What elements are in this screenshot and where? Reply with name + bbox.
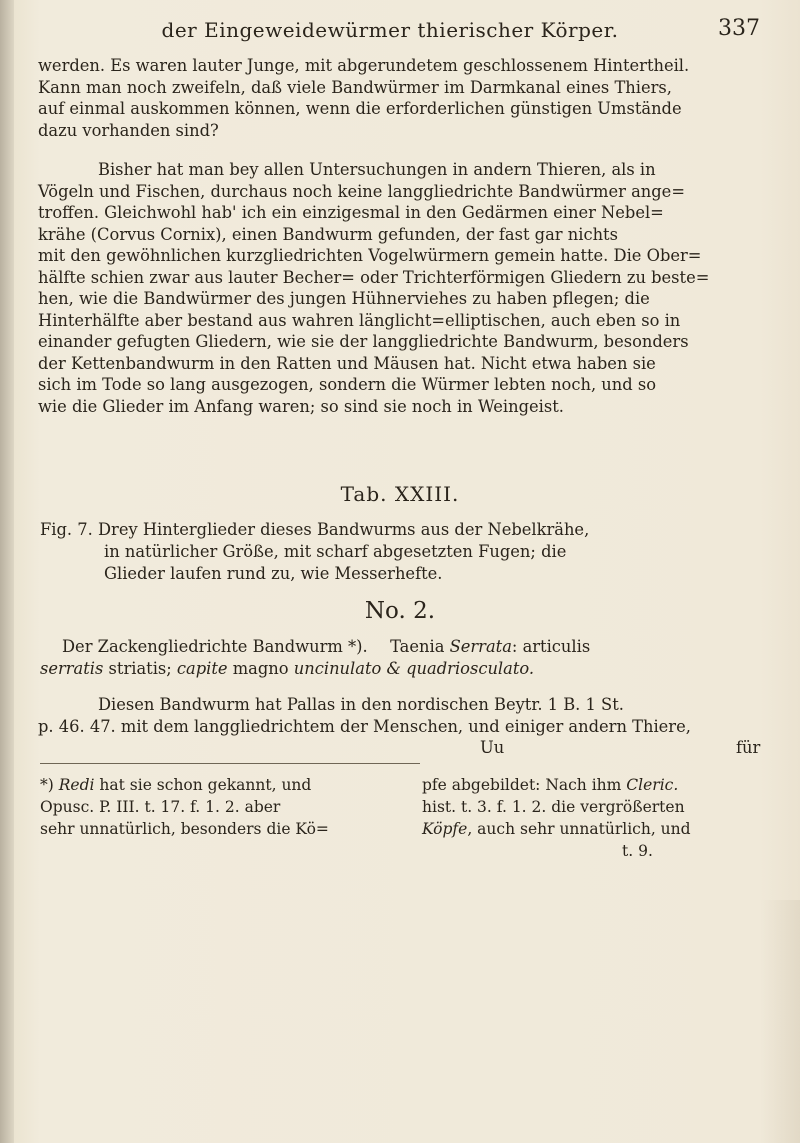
- figure-line: Glieder laufen rund zu, wie Messerhefte.: [104, 564, 443, 583]
- species-latin-genus: Taenia: [390, 637, 445, 656]
- species-latin-text: uncinulato & quadriosculato.: [288, 659, 535, 678]
- species-latin-text: serratis: [40, 659, 104, 678]
- footnote-line: t. 9.: [622, 842, 653, 860]
- text-line: einander gefugten Gliedern, wie sie der langgliedrichte Bandwurm, besonders: [38, 332, 689, 351]
- text-line: hälfte schien zwar aus lauter Becher= oder Trichterförmigen Gliedern zu beste=: [38, 267, 710, 287]
- paragraph-2: [38, 159, 752, 417]
- footnote-marker: *): [40, 776, 54, 794]
- text-line: krähe (Corvus Cornix), einen Bandwurm gefunden, der fast gar nichts: [38, 224, 618, 244]
- footnote-text: pfe abgebildet: Nach ihm: [422, 776, 627, 794]
- section-number-heading: No. 2.: [364, 598, 436, 624]
- text-line: mit den gewöhnlichen kurzgliedrichten Vogelwürmern gemein hatte. Die Ober=: [38, 246, 702, 265]
- species-latin-text: magno: [227, 659, 289, 678]
- footnote-line: sehr unnatürlich, besonders die Kö=: [40, 820, 329, 838]
- footnote-text: Köpfe: [422, 820, 468, 838]
- page-header: [80, 14, 760, 44]
- species-latin-text: capite: [171, 659, 228, 678]
- species-german-name: Der Zackengliedrichte Bandwurm *).: [62, 637, 368, 656]
- figure-line: in natürlicher Größe, mit scharf abgesetzten Fugen; die: [104, 542, 567, 561]
- text-line: Kann man noch zweifeln, daß viele Bandwürmer im Darmkanal eines Thiers,: [38, 77, 672, 97]
- species-latin-epithet: Serrata: [449, 637, 512, 656]
- signature-mark: Uu: [480, 738, 505, 757]
- figure-caption: [40, 519, 740, 585]
- running-head: der Eingeweidewürmer thierischer Körper.: [161, 18, 619, 42]
- text-line: Bisher hat man bey allen Untersuchungen in andern Thieren, als in: [98, 160, 656, 179]
- footnote-line: hist. t. 3. f. 1. 2. die vergrößerten: [422, 798, 685, 816]
- footnote-left-column: [40, 774, 360, 840]
- figure-line: Fig. 7. Drey Hinterglieder dieses Bandwurms aus der Nebelkrähe,: [40, 520, 590, 539]
- paragraph-1: [38, 55, 752, 141]
- species-latin-text: : articulis: [511, 637, 591, 656]
- footnote-line: [422, 774, 762, 796]
- footnote-text: hat sie schon gekannt, und: [94, 776, 312, 794]
- footnote-rule: [40, 763, 420, 764]
- text-line: p. 46. 47. mit dem langgliedrichtem der Menschen, und einiger andern Thiere,: [38, 717, 691, 736]
- footnote-author: Cleric.: [626, 776, 679, 794]
- text-line: dazu vorhanden sind?: [38, 120, 219, 140]
- paragraph-3: [38, 694, 752, 738]
- page-number: 337: [718, 16, 760, 41]
- text-line: werden. Es waren lauter Junge, mit abgerundetem geschlossenem Hintertheil.: [38, 56, 690, 75]
- species-latin-text: striatis;: [103, 659, 172, 678]
- text-line: wie die Glieder im Anfang waren; so sind sie noch in Weingeist.: [38, 396, 564, 416]
- text-line: troffen. Gleichwohl hab' ich ein einzigesmal in den Gedärmen einer Nebel=: [38, 203, 664, 222]
- footnote-author: Redi: [58, 776, 95, 794]
- text-line: der Kettenbandwurm in den Ratten und Mäusen hat. Nicht etwa haben sie: [38, 353, 656, 373]
- signature-line: [0, 738, 800, 760]
- catchword: für: [736, 738, 761, 757]
- footnote-line: [40, 774, 360, 796]
- text-line: hen, wie die Bandwürmer des jungen Hühnerviehes zu haben pflegen; die: [38, 289, 650, 308]
- species-line: [62, 636, 752, 658]
- text-line: Diesen Bandwurm hat Pallas in den nordischen Beytr. 1 B. 1 St.: [98, 695, 624, 714]
- text-line: sich im Tode so lang ausgezogen, sondern die Würmer lebten noch, und so: [38, 375, 657, 394]
- footnote-line: Opusc. P. III. t. 17. f. 1. 2. aber: [40, 798, 281, 816]
- text-line: Hinterhälfte aber bestand aus wahren länglicht=elliptischen, auch eben so in: [38, 310, 681, 330]
- text-line: Vögeln und Fischen, durchaus noch keine langgliedrichte Bandwürmer ange=: [38, 181, 685, 201]
- page-binding-edge: [0, 0, 14, 1143]
- footnote-right-column: [422, 774, 762, 862]
- footnote-line: [422, 818, 762, 840]
- text-line: auf einmal auskommen können, wenn die erforderlichen günstigen Umstände: [38, 99, 682, 118]
- table-heading: Tab. XXIII.: [340, 482, 460, 506]
- species-line: [40, 658, 752, 680]
- paper-shading: [760, 900, 800, 1143]
- footnote-text: , auch sehr unnatürlich, und: [467, 820, 691, 838]
- species-heading: [40, 636, 752, 680]
